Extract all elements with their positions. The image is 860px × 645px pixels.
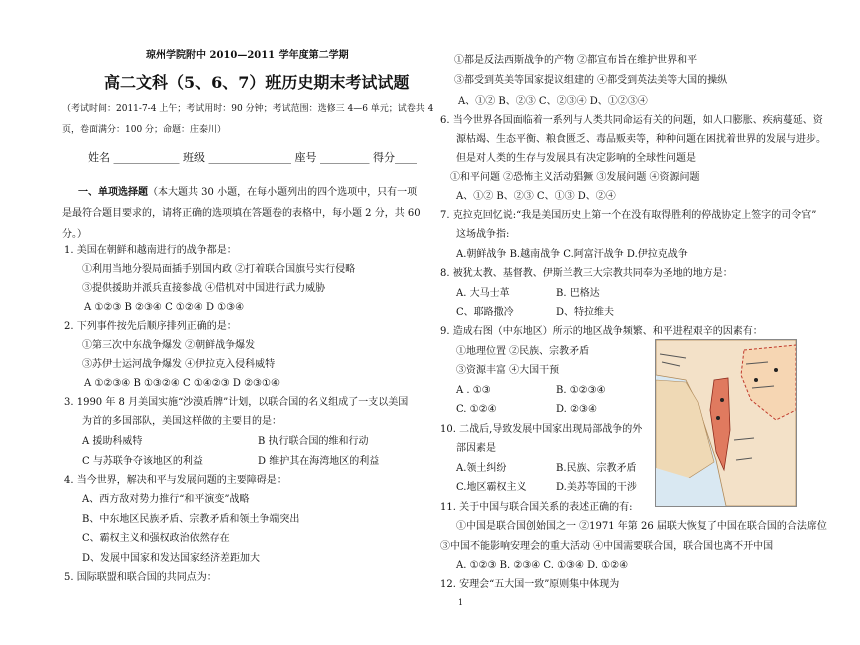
section-desc3: 分。） <box>62 229 87 240</box>
exam-title: 高二文科（5、6、7）班历史期末考试试题 <box>104 73 410 92</box>
question-9-statements-a: ①地理位置 ②民族、宗教矛盾 <box>456 346 590 357</box>
question-3-option-a: A 援助科威特 <box>82 436 143 447</box>
question-1-statements-b: ③提供援助并派兵直接参战 ④借机对中国进行武力威胁 <box>82 283 326 294</box>
question-5-options: A、①② B、②③ C、②③④ D、①②③④ <box>458 96 648 107</box>
question-4-option-d: D、发展中国家和发达国家经济差距加大 <box>82 553 261 564</box>
question-10-option-c: C.地区霸权主义 <box>456 482 527 493</box>
question-6-options: A、①② B、②③ C、①③ D、②④ <box>456 191 616 202</box>
question-4-option-a: A、西方敌对势力推行“和平演变”战略 <box>82 494 250 505</box>
student-info-line: 姓名 ____________ 班级 _______________ 座号 _________ 得分____ <box>88 151 417 164</box>
map-city-marker <box>754 378 758 382</box>
question-8-option-a: A. 大马士革 <box>456 288 510 299</box>
question-10-option-b: B.民族、宗教矛盾 <box>556 463 637 474</box>
question-6-cont2: 但是对人类的生存与发展具有决定影响的全球性问题是 <box>456 153 696 164</box>
question-3-option-c: C 与苏联争夺该地区的利益 <box>82 456 203 467</box>
question-6: 6. 当今世界各国面临着一系列与人类共同命运有关的问题，如人口膨胀、疾病蔓延、资 <box>440 115 823 126</box>
question-9: 9. 造成右图（中东地区）所示的地区战争频繁、和平进程艰辛的因素有： <box>440 326 763 337</box>
question-7: 7. 克拉克回忆说:“我是美国历史上第一个在没有取得胜利的停战协定上签字的司令官” <box>440 210 817 221</box>
question-12: 12. 安理会“五大国一致”原则集中体现为 <box>440 579 620 590</box>
question-9-option-a: A . ①③ <box>456 385 491 396</box>
question-8-option-b: B. 巴格达 <box>556 288 600 299</box>
question-7-options: A.朝鲜战争 B.越南战争 C.阿富汗战争 D.伊拉克战争 <box>456 249 688 260</box>
question-3: 3. 1990 年 8 月美国实施“沙漠盾牌”计划，以联合国的名义组成了一支以美国 <box>64 397 409 408</box>
question-6-cont1: 源枯竭、生态平衡、粮食匮乏、毒品贩卖等，种种问题在困扰着世界的发展与进步。 <box>456 134 826 145</box>
question-3-option-b: B 执行联合国的维和行动 <box>258 436 369 447</box>
question-8-option-c: C、耶路撒冷 <box>456 307 514 318</box>
exam-info-line2: 页，卷面满分：100 分；命题：庄泰川） <box>62 125 227 135</box>
question-11-options: A. ①②③ B. ②③④ C. ①③④ D. ①②④ <box>456 560 629 571</box>
question-8: 8. 被犹太教、基督教、伊斯兰教三大宗教共同奉为圣地的地方是： <box>440 268 733 279</box>
question-1: 1. 美国在朝鲜和越南进行的战争都是： <box>64 245 237 256</box>
question-9-statements-b: ③资源丰富 ④大国干预 <box>456 365 560 376</box>
school-heading: 琼州学院附中 2010—2011 学年度第二学期 <box>146 50 349 61</box>
question-10-cont: 部因素是 <box>456 443 496 454</box>
question-5-statements-b: ③都受到英美等国家提议组建的 ④都受到英法美等大国的操纵 <box>454 75 728 86</box>
question-1-options: A ①②③ B ②③④ C ①②④ D ①③④ <box>84 302 245 313</box>
question-3-option-d: D 维护其在海湾地区的利益 <box>258 456 380 467</box>
question-11: 11. 关于中国与联合国关系的表述正确的有: <box>440 502 633 513</box>
question-8-option-d: D、特拉维夫 <box>556 307 615 318</box>
question-9-option-c: C. ①②④ <box>456 404 497 415</box>
question-9-option-d: D. ②③④ <box>556 404 597 415</box>
question-10-option-a: A.领土纠纷 <box>456 463 507 474</box>
map-city-marker <box>716 416 720 420</box>
page-number: 1 <box>458 598 464 607</box>
section-desc1: （本大题共 30 小题，在每小题列出的四个选项中，只有一项 <box>148 187 418 198</box>
question-10-option-d: D.美苏等国的干涉 <box>556 482 637 493</box>
section-desc2: 是最符合题目要求的，请将正确的选项填在答题卷的表格中，每小题 2 分，共 60 <box>62 208 421 219</box>
map-city-marker <box>720 398 724 402</box>
question-11-statements-a: ①中国是联合国创始国之一 ②1971 年第 26 届联大恢复了中国在联合国的合法席位 <box>456 521 827 532</box>
question-2-statements-b: ③苏伊士运河战争爆发 ④伊拉克入侵科威特 <box>82 359 276 370</box>
map-city-marker <box>774 368 778 372</box>
question-5: 5. 国际联盟和联合国的共同点为： <box>64 572 217 583</box>
question-10: 10. 二战后,导致发展中国家出现局部战争的外 <box>440 424 643 435</box>
question-4: 4. 当今世界，解决和平与发展问题的主要障碍是： <box>64 475 287 486</box>
question-5-statements-a: ①都是反法西斯战争的产物 ②都宣布旨在维护世界和平 <box>454 55 698 66</box>
question-11-statements-b: ③中国不能影响安理会的重大活动 ④中国需要联合国，联合国也离不开中国 <box>440 541 774 552</box>
question-7-cont: 这场战争指: <box>456 229 510 240</box>
question-2-statements-a: ①第三次中东战争爆发 ②朝鲜战争爆发 <box>82 340 256 351</box>
question-1-statements-a: ①利用当地分裂局面插手别国内政 ②打着联合国旗号实行侵略 <box>82 264 356 275</box>
question-2: 2. 下列事件按先后顺序排列正确的是： <box>64 321 237 332</box>
question-4-option-b: B、中东地区民族矛盾、宗教矛盾和领土争端突出 <box>82 514 300 525</box>
question-6-statements: ①和平问题 ②恐怖主义活动猖獗 ③发展问题 ④资源问题 <box>450 172 700 183</box>
question-2-options: A ①②③④ B ①③②④ C ①④②③ D ②③①④ <box>84 378 280 389</box>
section-heading: 一、单项选择题 <box>78 187 148 198</box>
question-9-option-b: B. ①②③④ <box>556 385 606 396</box>
question-3-cont: 为首的多国部队，美国这样做的主要目的是： <box>82 416 282 427</box>
middle-east-map <box>655 339 797 507</box>
question-4-option-c: C、霸权主义和强权政治依然存在 <box>82 533 230 544</box>
middle-east-map-drawing <box>656 340 796 506</box>
exam-info-line1: （考试时间：2011-7-4 上午；考试用时：90 分钟；考试范围：选修三 4—6 单元；试卷共 4 <box>62 104 434 114</box>
